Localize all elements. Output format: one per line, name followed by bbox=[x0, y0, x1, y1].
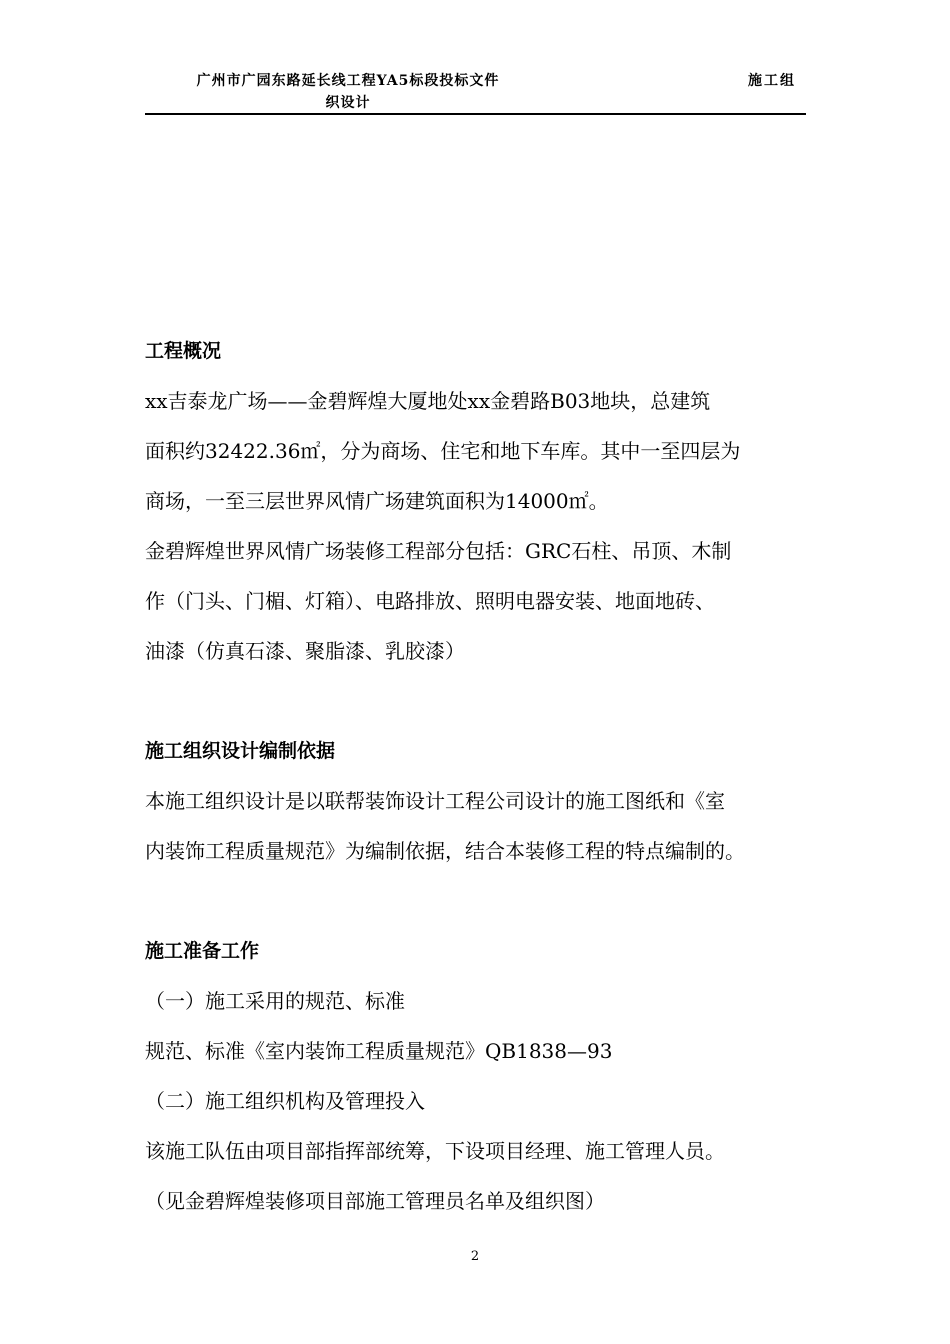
body-paragraph: 本施工组织设计是以联帮装饰设计工程公司设计的施工图纸和《室 bbox=[145, 789, 725, 813]
section-spacer bbox=[145, 876, 810, 926]
header-divider bbox=[145, 113, 806, 115]
body-paragraph: 规范、标准《室内装饰工程质量规范》QB1838—93 bbox=[145, 1039, 613, 1063]
body-paragraph: 作（门头、门楣、灯箱）、电路排放、照明电器安装、地面地砖、 bbox=[145, 589, 715, 613]
body-paragraph: 面积约32422.36㎡，分为商场、住宅和地下车库。其中一至四层为 bbox=[145, 439, 741, 463]
body-paragraph: 内装饰工程质量规范》为编制依据，结合本装修工程的特点编制的。 bbox=[145, 839, 745, 863]
section-title-project-overview: 工程概况 bbox=[145, 340, 222, 362]
header-title-line-1: 广州市广园东路延长线工程YA5标段投标文件 bbox=[196, 73, 500, 89]
header-title-line-2: 织设计 bbox=[325, 95, 371, 111]
body-paragraph: （一）施工采用的规范、标准 bbox=[145, 989, 405, 1013]
section-title-design-basis: 施工组织设计编制依据 bbox=[145, 740, 336, 762]
body-paragraph: 商场，一至三层世界风情广场建筑面积为14000㎡。 bbox=[145, 489, 609, 513]
section-spacer bbox=[145, 676, 810, 726]
section-title-preparation: 施工准备工作 bbox=[145, 940, 260, 962]
body-paragraph: （二）施工组织机构及管理投入 bbox=[145, 1089, 425, 1113]
body-paragraph: xx吉泰龙广场——金碧辉煌大厦地处xx金碧路B03地块，总建筑 bbox=[145, 389, 711, 413]
header-document-title bbox=[148, 70, 548, 114]
body-paragraph: 该施工队伍由项目部指挥部统筹，下设项目经理、施工管理人员。 bbox=[145, 1139, 725, 1163]
body-paragraph: 金碧辉煌世界风情广场装修工程部分包括：GRC石柱、吊顶、木制 bbox=[145, 539, 732, 563]
body-paragraph: 油漆（仿真石漆、聚脂漆、乳胶漆） bbox=[145, 639, 465, 663]
page-number: 2 bbox=[470, 1249, 480, 1264]
document-body bbox=[145, 326, 810, 1226]
header-right-label: 施工组 bbox=[748, 73, 796, 89]
body-paragraph: （见金碧辉煌装修项目部施工管理员名单及组织图） bbox=[145, 1189, 605, 1213]
